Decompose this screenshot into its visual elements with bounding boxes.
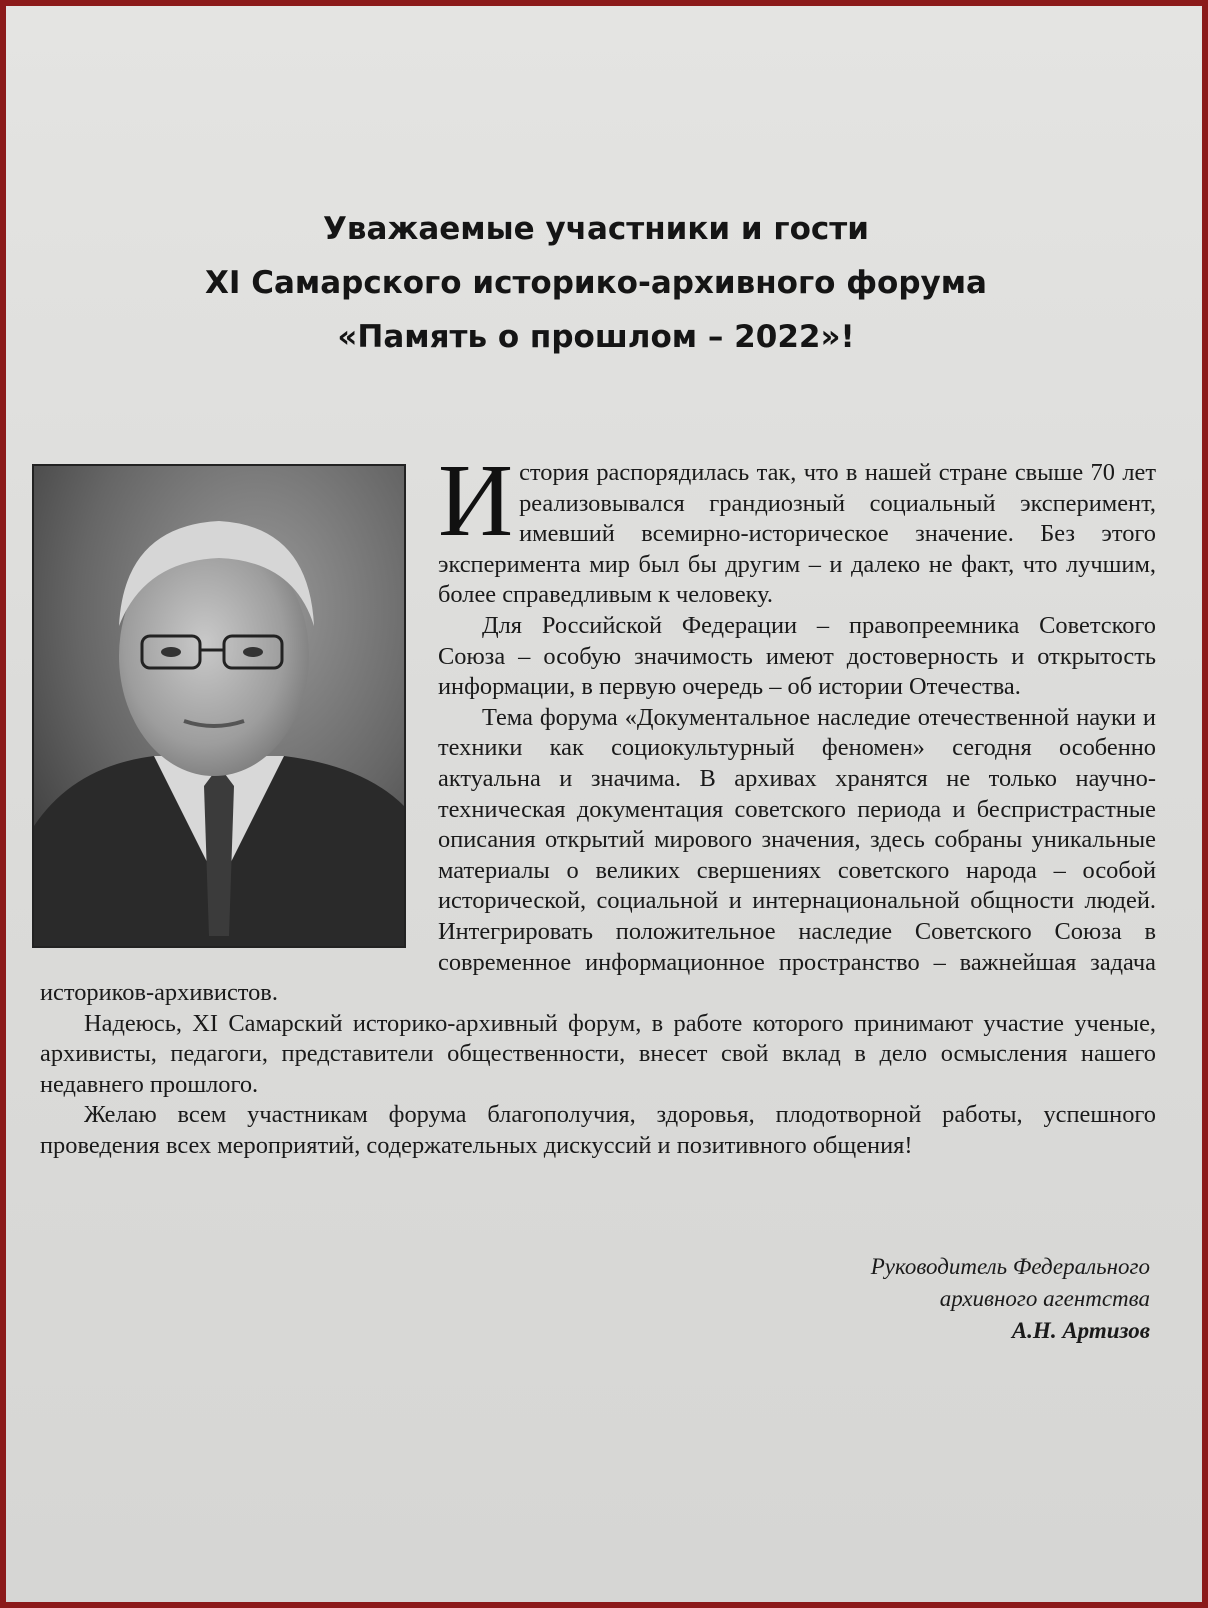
paragraph-4: Надеюсь, XI Самарский историко-архивный форум, в работе которого принимают участие ученые, архивисты, педагоги, представители общественности, внесет свой вклад в дело осмысления нашего недавнего прошлого. <box>40 1009 1156 1098</box>
document-page <box>6 6 1202 1602</box>
paragraph-1-text: стория распорядилась так, что в нашей стране свыше 70 лет реализовывался грандиозный социальный эксперимент, имевший всемирно-историческое значение. Без этого эксперимента мир был бы другим – и далеко не факт, что лучшим, более справедливым к человеку. <box>438 459 1156 609</box>
drop-cap: И <box>438 443 514 558</box>
heading-line-2: XI Самарского историко-архивного форума <box>205 265 987 301</box>
paragraph-5: Желаю всем участникам форума благополучия, здоровья, плодотворной работы, успешного проведения всех мероприятий, содержательных дискуссий и позитивного общения! <box>40 1101 1156 1160</box>
heading-line-3: «Память о прошлом – 2022»! <box>337 319 855 355</box>
signature-block <box>871 1251 1150 1347</box>
paragraph-3: Тема форума «Документальное наследие отечественной науки и техники как социокультурный феномен» сегодня особенно актуальна и значима. В архивах хранятся не только научно-техническая документация советского периода и беспристрастные описания открытий мирового значения, здесь собраны уникальные материалы о великих свершениях советского народа – особой исторической, социальной и интернациональной общности людей. Интегрировать положительное наследие Советского Союза в современное информационное пространство – важнейшая задача историков-архивистов. <box>40 703 1156 1007</box>
heading-line-1: Уважаемые участники и гости <box>323 211 869 247</box>
signature-title-line-1: Руководитель Федерального <box>870 1254 1150 1279</box>
page-heading <box>66 202 1126 364</box>
signature-title-line-2: архивного агентства <box>939 1286 1150 1311</box>
signature-name: А.Н. Артизов <box>1011 1318 1150 1343</box>
photo-text-wrap-spacer <box>40 458 438 948</box>
paragraph-2: Для Российской Федерации – правопреемника Советского Союза – особую значимость имеют достоверность и открытость информации, в первую очередь – об истории Отечества. <box>438 611 1156 701</box>
letter-body <box>40 443 1156 1162</box>
